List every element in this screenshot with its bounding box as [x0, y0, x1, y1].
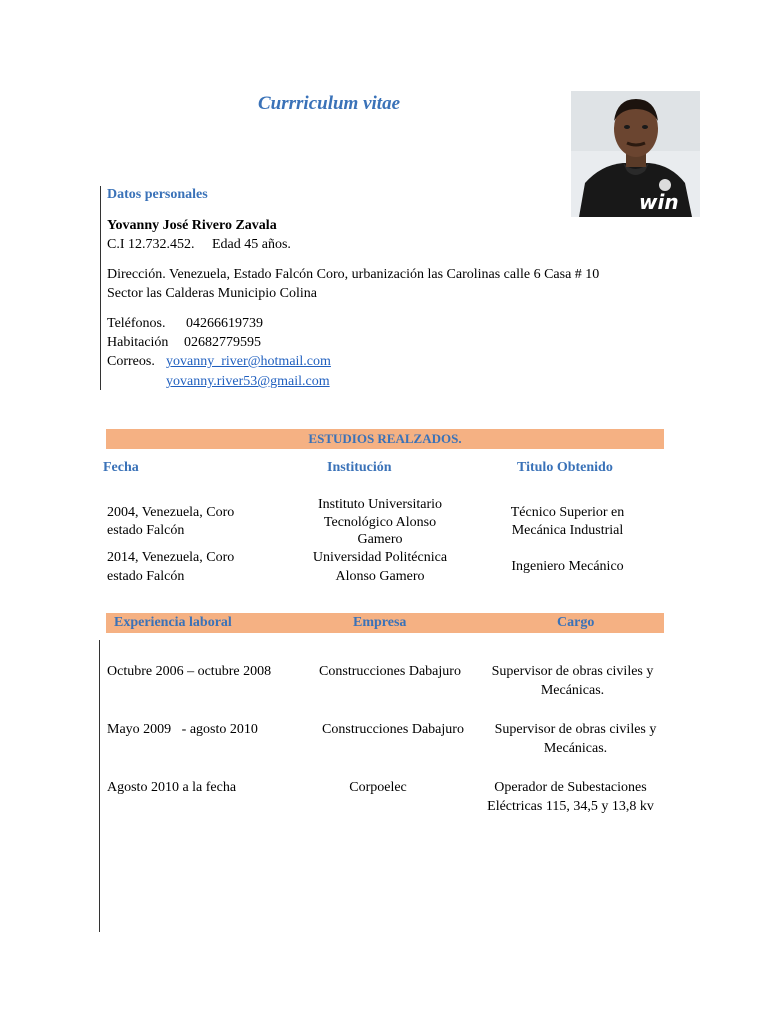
profile-photo: [571, 91, 700, 217]
shirt-text: win: [639, 190, 679, 214]
job-2-role-line-1: Supervisor de obras civiles y: [494, 722, 657, 737]
email-link-1[interactable]: yovanny_river@hotmail.com: [166, 354, 331, 369]
studies-title: ESTUDIOS REALZADOS.: [308, 431, 462, 446]
phone-number: 04266619739: [186, 316, 263, 331]
study-1-institution-line-1: Instituto Universitario: [317, 497, 443, 512]
studies-header-date: Fecha: [103, 460, 139, 475]
job-3-period: Agosto 2010 a la fecha: [107, 780, 237, 795]
study-1-institution-line-2: Tecnológico Alonso: [323, 515, 437, 530]
study-1-date-line-1: 2004, Venezuela, Coro: [107, 505, 235, 520]
studies-header-institution: Institución: [327, 460, 392, 475]
study-1-date-line-2: estado Falcón: [107, 523, 185, 538]
person-name: Yovanny José Rivero Zavala: [107, 218, 277, 233]
job-2-period: Mayo 2009 - agosto 2010: [107, 722, 258, 737]
experience-header-role: Cargo: [557, 615, 595, 630]
personal-section-title: Datos personales: [107, 187, 208, 202]
home-phone-number: 02682779595: [184, 335, 261, 350]
study-1-institution-line-3: Gamero: [357, 532, 403, 547]
study-2-date-line-2: estado Falcón: [107, 569, 185, 584]
id-and-age: C.I 12.732.452. Edad 45 años.: [107, 237, 291, 252]
job-3-company: Corpoelec: [349, 780, 407, 795]
job-3-role-line-1: Operador de Subestaciones: [494, 780, 647, 795]
email-label: Correos.: [107, 354, 155, 369]
section-rule-bottom: [99, 640, 100, 932]
job-3-role-line-2: Eléctricas 115, 34,5 y 13,8 kv: [487, 799, 654, 814]
email-link-2[interactable]: yovanny.river53@gmail.com: [166, 374, 330, 389]
address-line-1: Dirección. Venezuela, Estado Falcón Coro, urbanización las Carolinas calle 6 Casa # 10: [107, 267, 600, 282]
studies-band: [106, 429, 664, 449]
job-2-company: Construcciones Dabajuro: [322, 722, 464, 737]
job-1-company: Construcciones Dabajuro: [319, 664, 461, 679]
study-2-degree-line-1: Ingeniero Mecánico: [511, 559, 624, 574]
home-phone-label: Habitación: [107, 335, 169, 350]
job-1-role-line-1: Supervisor de obras civiles y: [491, 664, 654, 679]
study-1-degree-line-1: Técnico Superior en: [510, 505, 625, 520]
studies-header-degree: Titulo Obtenido: [517, 460, 613, 475]
job-1-role-line-2: Mecánicas.: [540, 683, 605, 698]
document-title: Currriculum vitae: [258, 93, 400, 114]
study-2-institution-line-1: Universidad Politécnica: [312, 550, 448, 565]
study-2-institution-line-2: Alonso Gamero: [335, 569, 425, 584]
study-1-degree-line-2: Mecánica Industrial: [511, 523, 624, 538]
phone-label: Teléfonos.: [107, 316, 166, 331]
experience-header-company: Empresa: [353, 615, 407, 630]
experience-header-period: Experiencia laboral: [114, 615, 232, 630]
section-rule-top: [100, 186, 101, 390]
address-line-2: Sector las Calderas Municipio Colina: [107, 286, 317, 301]
job-1-period: Octubre 2006 – octubre 2008: [107, 664, 272, 679]
job-2-role-line-2: Mecánicas.: [543, 741, 608, 756]
study-2-date-line-1: 2014, Venezuela, Coro: [107, 550, 235, 565]
